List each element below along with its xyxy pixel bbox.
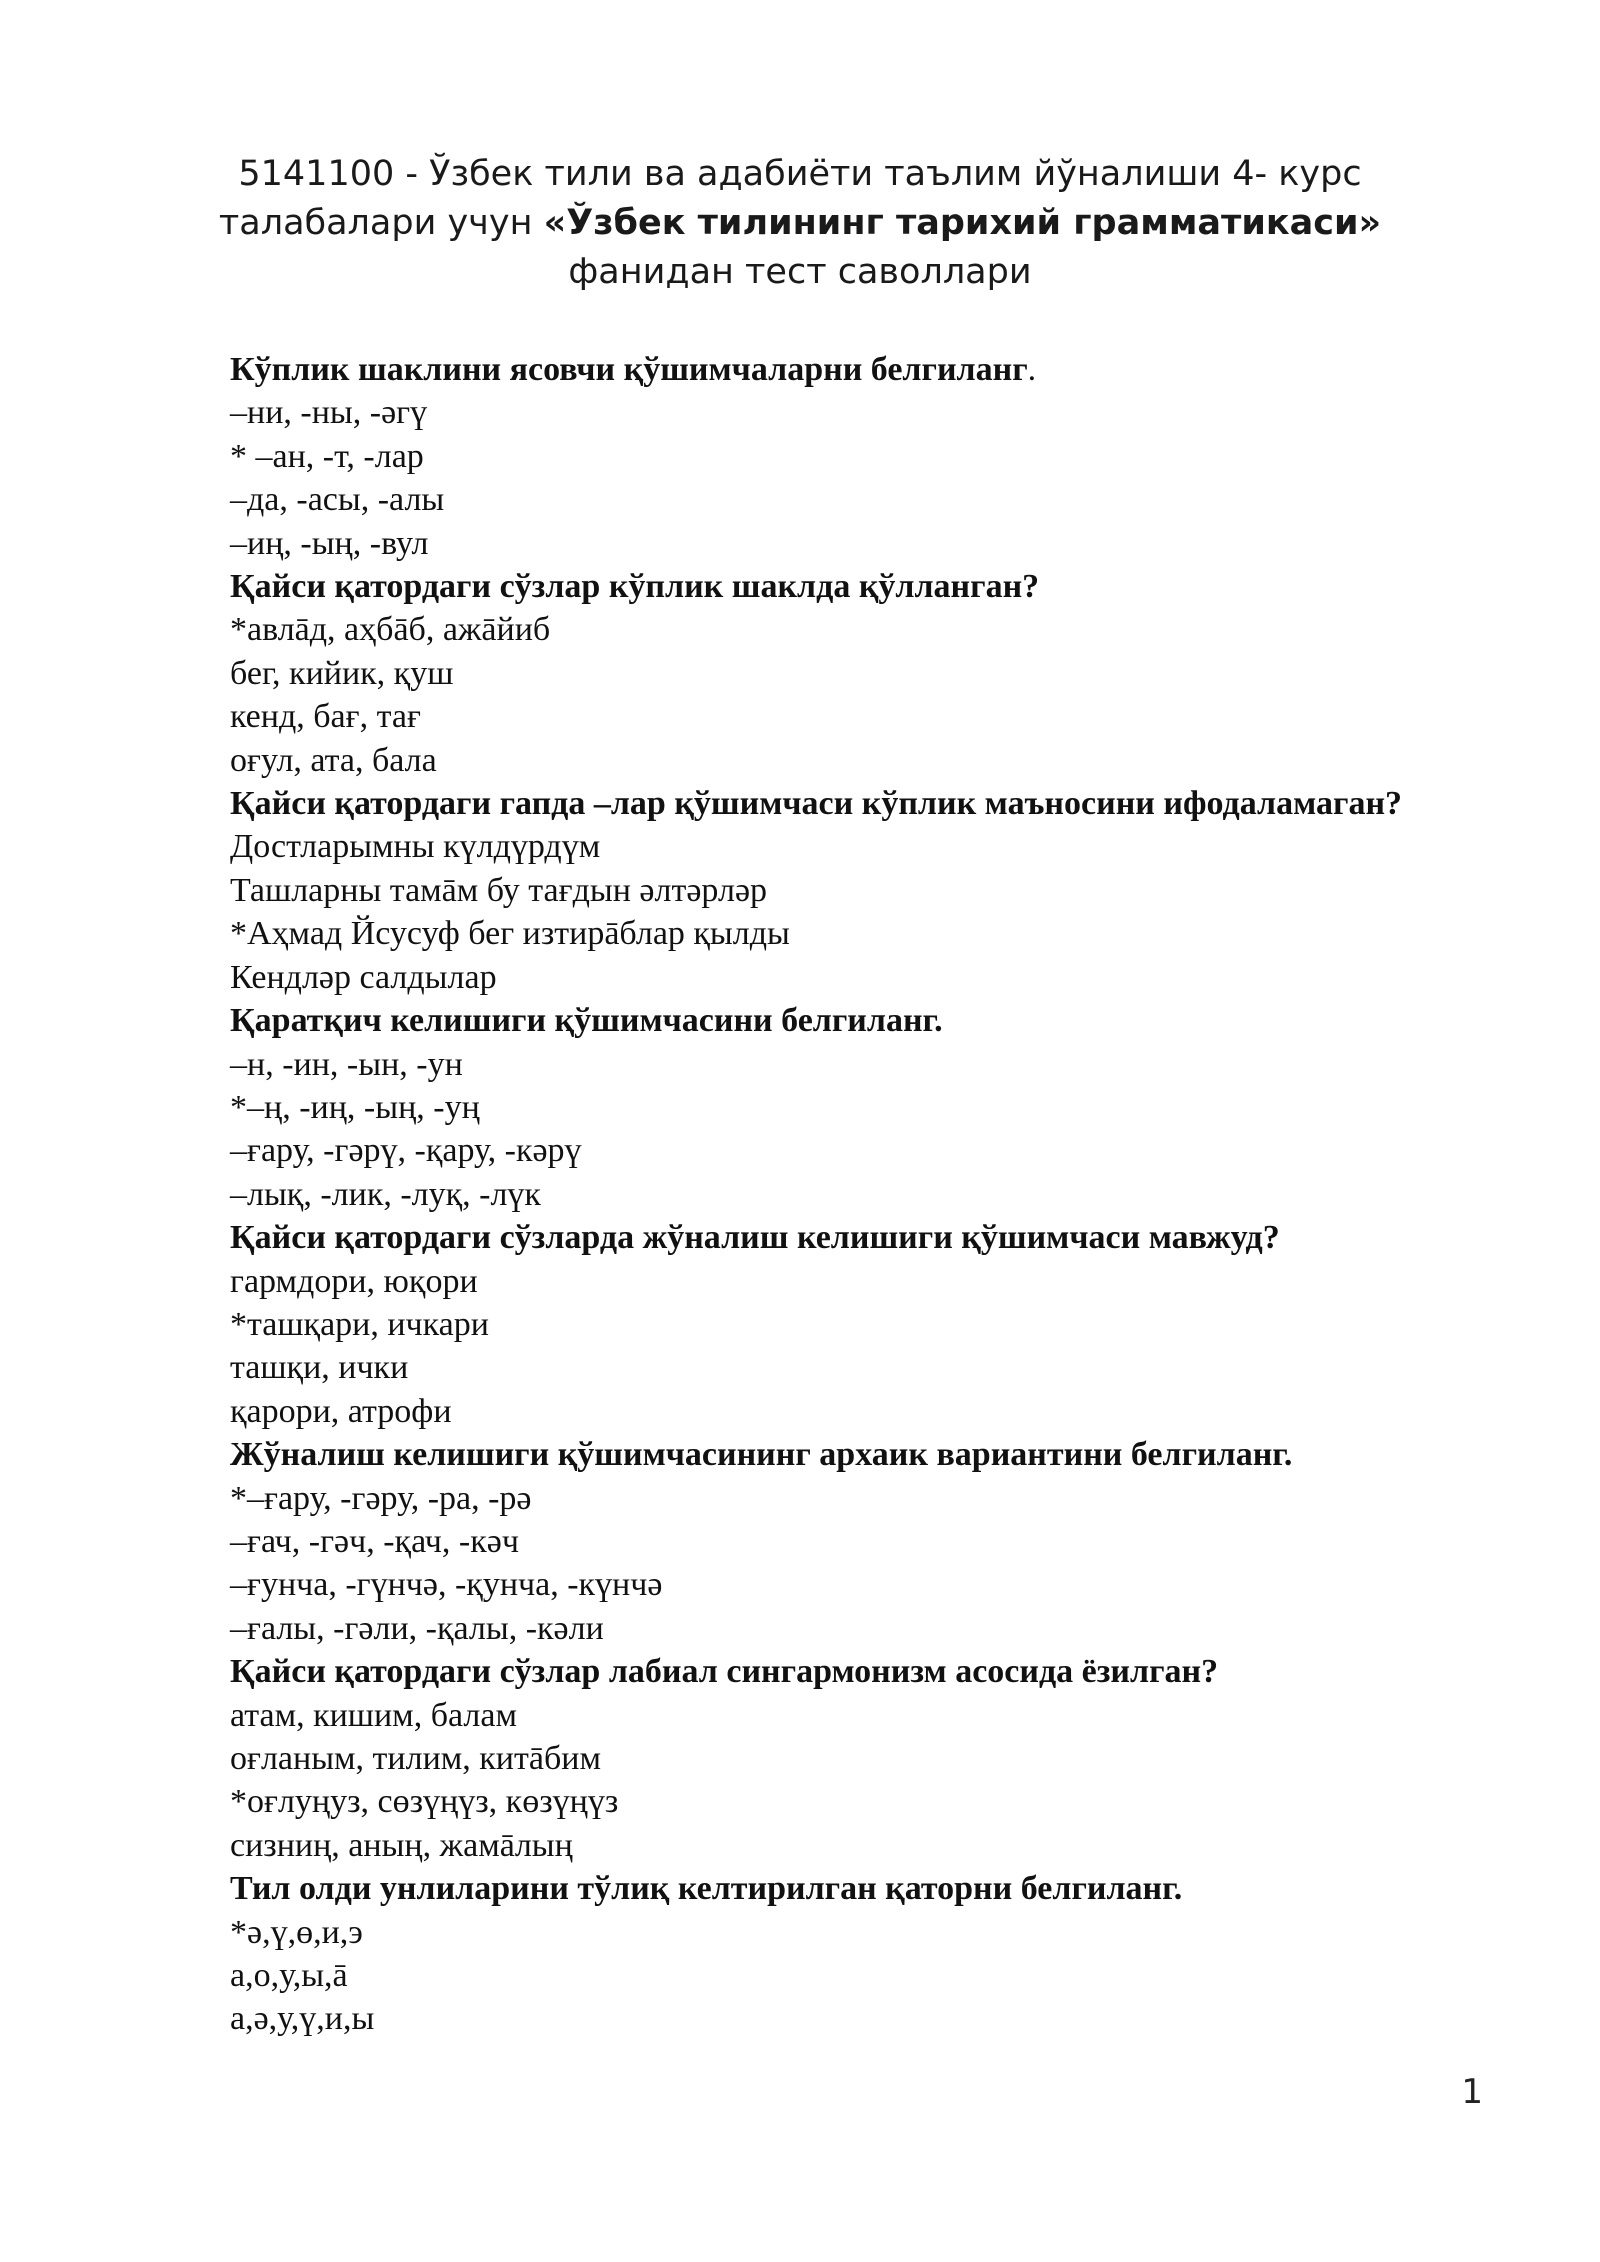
question-text: Қайси қатордаги сўзларда жўналиш келишиги қўшимчаси мавжуд?	[230, 1219, 1280, 1257]
question-block	[230, 1216, 1470, 1433]
question-block	[230, 1650, 1470, 1867]
answer-option: қарори, атрофи	[230, 1392, 452, 1430]
answer-option: Достларымны күлдүрдүм	[230, 828, 601, 866]
answer-option: *–ң, -иң, -ың, -уң	[230, 1088, 480, 1126]
answer-option: *–ғару, -гәру, -ра, -рә	[230, 1479, 532, 1517]
answer-option: а,ә,у,ү,и,ы	[230, 2000, 375, 2038]
answer-option: –ғунча, -гүнчә, -қунча, -күнчә	[230, 1566, 663, 1604]
question-label: Кўплик шаклини ясовчи қўшимчаларни белгиланг	[230, 351, 1028, 388]
answer-option: –ғару, -гәрү, -қару, -кәрү	[230, 1132, 582, 1170]
header-line-2-prefix: талабалари учун	[218, 203, 544, 243]
header-line-1: 5141100 - Ўзбек тили ва адабиёти таълим йўналиши 4- курс	[238, 154, 1362, 194]
test-questions	[230, 348, 1470, 2041]
answer-option: оғланым, тилим, китāбим	[230, 1740, 601, 1777]
question-text: Қайси қатордаги сўзлар кўплик шаклда қўлланган?	[230, 568, 1040, 606]
answer-option: а,о,у,ы,ā	[230, 1957, 348, 1995]
answer-option: *оғлуңуз, сөзүңүз, көзүңүз	[230, 1783, 619, 1821]
header-line-2	[200, 199, 1400, 248]
question-punctuation: .	[1027, 351, 1037, 388]
answer-option: –лық, -лик, -луқ, -лүк	[230, 1175, 541, 1213]
question-block	[230, 1433, 1470, 1650]
question-text	[230, 348, 1470, 391]
answer-option: гармдори, юқори	[230, 1262, 478, 1300]
answer-option: –да, -асы, -алы	[230, 481, 445, 519]
answer-option: атам, кишим, балам	[230, 1696, 517, 1734]
answer-option: Ташларны тамāм бу тағдын әлтәрләр	[230, 871, 768, 909]
answer-option: сизниң, аның, жамāлың	[230, 1826, 573, 1864]
header-line-3: фанидан тест саволлари	[568, 252, 1032, 292]
page-number: 1	[1461, 2072, 1483, 2112]
question-text: Қайси қатордаги гапда –лар қўшимчаси кўплик маъносини ифодаламаган?	[230, 785, 1403, 823]
answer-option: оғул, ата, бала	[230, 741, 437, 779]
question-block	[230, 348, 1470, 565]
question-text: Қайси қатордаги сўзлар лабиал сингармонизм асосида ёзилган?	[230, 1653, 1219, 1691]
question-text: Тил олди унлиларини тўлиқ келтирилган қаторни белгиланг.	[230, 1870, 1183, 1908]
question-block	[230, 1867, 1470, 2041]
course-title: «Ўзбек тилининг тарихий грамматикаси»	[543, 203, 1382, 243]
answer-option: Кендләр салдылар	[230, 958, 497, 996]
answer-option: –н, -ин, -ын, -ун	[230, 1045, 463, 1083]
question-block	[230, 999, 1470, 1216]
answer-option: *Аҳмад Йсусуф бег изтирāблар қылды	[230, 915, 790, 953]
answer-option: –ни, -ны, -әгү	[230, 394, 428, 432]
answer-option: бег, кийик, қуш	[230, 654, 454, 692]
document-header	[200, 150, 1400, 297]
question-text: Қаратқич келишиги қўшимчасини белгиланг.	[230, 1002, 943, 1040]
answer-option: *ә,ү,ө,и,э	[230, 1913, 363, 1951]
answer-option: *авлāд, аҳбāб, ажāйиб	[230, 611, 551, 649]
answer-option: –ғалы, -гәли, -қалы, -кәли	[230, 1609, 604, 1647]
question-block	[230, 565, 1470, 782]
question-text: Жўналиш келишиги қўшимчасининг архаик вариантини белгиланг.	[230, 1436, 1293, 1474]
answer-option: –иң, -ың, -вул	[230, 524, 429, 562]
answer-option: –ғач, -гәч, -қач, -кәч	[230, 1522, 519, 1560]
question-block	[230, 782, 1470, 999]
answer-option: * –ан, -т, -лар	[230, 437, 424, 475]
answer-option: кенд, бағ, тағ	[230, 698, 421, 736]
answer-option: ташқи, ички	[230, 1349, 409, 1387]
answer-option: *ташқари, ичкари	[230, 1305, 489, 1343]
